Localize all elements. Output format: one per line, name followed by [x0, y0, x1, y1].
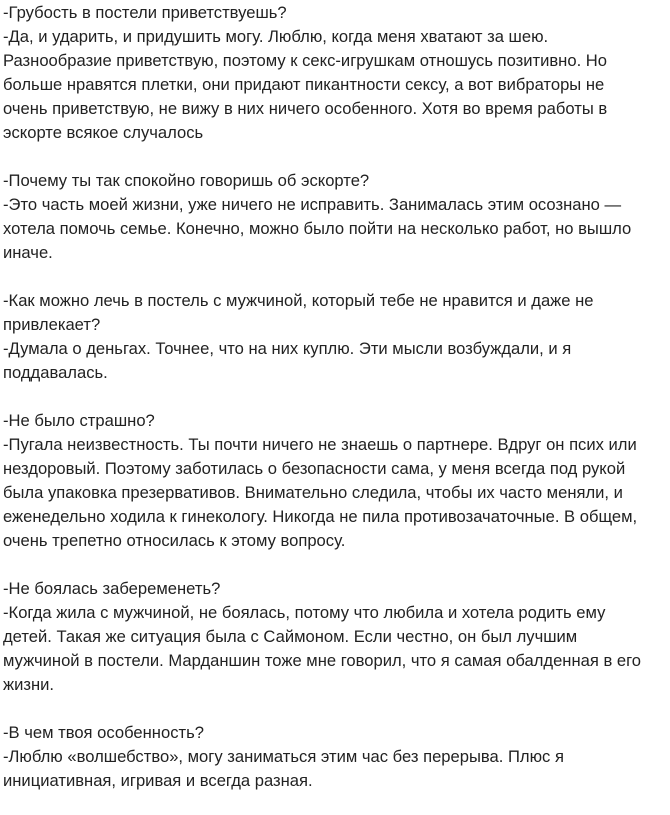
qa-block-uniqueness: [3, 721, 662, 793]
answer-line: еженедельно ходила к гинекологу. Никогда не пила противозачаточные. В общем,: [3, 507, 638, 526]
answer-line: -Люблю «волшебство», могу заниматься этим час без перерыва. Плюс я: [3, 747, 564, 766]
answer-line: была упаковка презервативов. Внимательно следила, чтобы их часто меняли, и: [3, 483, 623, 502]
answer-line: инициативная, игривая и всегда разная.: [3, 771, 313, 790]
question-line: -Грубость в постели приветствуешь?: [3, 3, 287, 22]
question-line: привлекает?: [3, 315, 101, 334]
question-line: -Как можно лечь в постель с мужчиной, который тебе не нравится и даже не: [3, 291, 594, 310]
answer-line: эскорте всякое случалось: [3, 123, 204, 142]
question-line: -Не было страшно?: [3, 411, 155, 430]
answer-line: мужчиной в постели. Марданшин тоже мне говорил, что я самая обалденная в его: [3, 651, 642, 670]
answer-line: жизни.: [3, 675, 55, 694]
answer-line: -Да, и ударить, и придушить могу. Люблю, когда меня хватают за шею.: [3, 27, 549, 46]
question-line: -Не боялась забеременеть?: [3, 579, 221, 598]
answer-line: нездоровый. Поэтому заботилась о безопасности сама, у меня всегда под рукой: [3, 459, 626, 478]
qa-block-escort: [3, 169, 662, 265]
answer-line: иначе.: [3, 243, 53, 262]
answer-line: -Когда жила с мужчиной, не боялась, потому что любила и хотела родить ему: [3, 603, 606, 622]
answer-line: детей. Такая же ситуация была с Саймоном. Если честно, он был лучшим: [3, 627, 578, 646]
answer-line: хотела помочь семье. Конечно, можно было пойти на несколько работ, но вышло: [3, 219, 632, 238]
qa-block-rough-sex: [3, 1, 662, 145]
answer-line: очень трепетно относилась к этому вопросу.: [3, 531, 346, 550]
qa-block-pregnancy: [3, 577, 662, 697]
answer-line: -Думала о деньгах. Точнее, что на них куплю. Эти мысли возбуждали, и я: [3, 339, 572, 358]
answer-line: -Пугала неизвестность. Ты почти ничего не знаешь о партнере. Вдруг он псих или: [3, 435, 637, 454]
answer-line: Разнообразие приветствую, поэтому к секс-игрушкам отношусь позитивно. Но: [3, 51, 608, 70]
qa-block-fear: [3, 409, 662, 553]
question-line: -В чем твоя особенность?: [3, 723, 204, 742]
question-line: -Почему ты так спокойно говоришь об эскорте?: [3, 171, 370, 190]
answer-line: очень приветствую, не вижу в них ничего особенного. Хотя во время работы в: [3, 99, 608, 118]
answer-line: поддавалась.: [3, 363, 108, 382]
answer-line: больше нравятся плетки, они придают пикантности сексу, а вот вибраторы не: [3, 75, 605, 94]
answer-line: -Это часть моей жизни, уже ничего не исправить. Занималась этим осознано —: [3, 195, 622, 214]
qa-block-unattractive-partner: [3, 289, 662, 385]
